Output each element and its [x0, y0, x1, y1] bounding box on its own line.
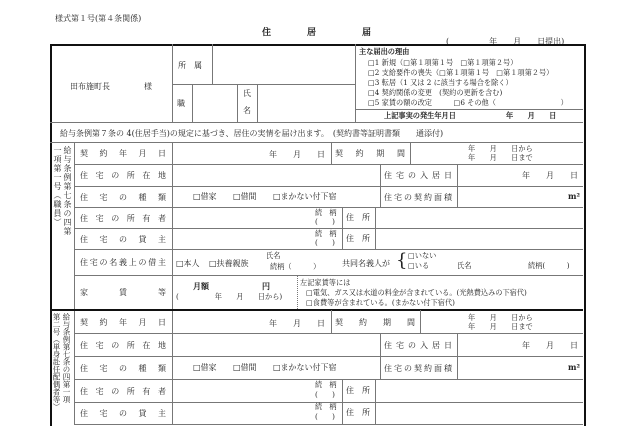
s2-lessor-relation-label: 続 柄 [315, 402, 337, 411]
co-tenant-name-label[interactable]: 氏名 [457, 261, 472, 270]
contract-date-label: 契 約 年 月 日 [80, 149, 166, 158]
submit-date[interactable]: ( 年 月 日提出) [446, 37, 565, 46]
divider [457, 333, 458, 379]
s2-area-label: 住 宅 の 契 約 面 積 [384, 363, 452, 373]
divider [172, 44, 173, 122]
rent-note-title: 左記家賃等には [300, 278, 351, 287]
move-in-label: 住 宅 の 入 居 日 [384, 171, 452, 180]
affiliation-field[interactable] [213, 45, 354, 83]
s2-contract-date-label: 契 約 年 月 日 [80, 317, 166, 327]
owner-address-field[interactable] [376, 208, 582, 228]
divider [74, 424, 583, 425]
location-label: 住 宅 の 所 在 地 [80, 171, 166, 180]
recipient-name: 田布施町長 [70, 82, 110, 91]
tenant-self-checkbox[interactable]: □本人 [176, 259, 200, 268]
reason-3-checkbox[interactable]: □3 転居（1 又は 2 に該当する場合を除く） [368, 78, 513, 87]
divider [380, 333, 381, 379]
rent-yen-label: 円 [262, 281, 270, 291]
s2-lessor-address-field[interactable] [376, 403, 582, 424]
divider [342, 207, 343, 249]
reason-2-checkbox[interactable]: □2 支給要件の喪失（□第１項第１号 □第１項第２号） [368, 68, 554, 77]
nominal-tenant-label: 住 宅 の 名 義 上 の 借 主 [80, 258, 166, 267]
dotted-divider [297, 276, 298, 309]
section2-label-left: 第二号（単身赴任配偶者等） [52, 313, 61, 411]
s2-lessor-label: 住 宅 の 貸 主 [80, 409, 166, 418]
s2-contract-period-from[interactable]: 年 月 日から [468, 313, 533, 322]
reason-4-checkbox[interactable]: □4 契約関係の変更 (契約の更新を含む) [368, 88, 503, 97]
tenant-name-label: 氏名 [266, 251, 281, 260]
s2-type-rental-room-checkbox[interactable]: □借間 [233, 363, 257, 372]
s2-owner-address-label: 住 所 [346, 386, 370, 395]
s2-lessor-address-label: 住 所 [346, 408, 370, 417]
affiliation-label: 所 属 [178, 61, 202, 70]
divider [410, 142, 411, 164]
section1-label-right: 給与条例第七条の四第 [63, 146, 72, 236]
declaration: 給与条例第７条の 4(住居手当)の規定に基づき、居住の実情を届け出ます。 (契約書等証明書類 通添付) [60, 129, 444, 138]
lessor-relation-label: 続 柄 [315, 229, 337, 238]
type-rental-room-checkbox[interactable]: □借間 [233, 192, 257, 201]
owner-relation-field[interactable]: ( ) [315, 217, 335, 226]
s2-contract-date-field[interactable]: 年 月 日 [269, 319, 325, 328]
tenant-dependent-checkbox[interactable]: □扶養親族 [209, 259, 249, 268]
s2-lessor-relation-field[interactable]: ( ) [315, 412, 335, 421]
type-boarding-checkbox[interactable]: □まかない付下宿 [273, 192, 337, 201]
s2-type-rental-house-checkbox[interactable]: □借家 [193, 363, 217, 372]
s2-type-label: 住 宅 の 種 類 [80, 363, 166, 373]
area-unit: m² [568, 191, 580, 201]
recipient-honorific: 様 [144, 82, 152, 91]
reason-5-6-checkbox[interactable]: □5 家賃の額の改定 □6 その他（ ） [368, 98, 568, 107]
divider [380, 164, 381, 207]
occurrence-date[interactable]: 年 月 日 [506, 111, 557, 120]
s2-area-unit: m² [568, 362, 580, 372]
s2-owner-address-field[interactable] [376, 380, 582, 402]
move-in-field[interactable]: 年 月 日 [522, 171, 578, 180]
occurrence-label: 上記事実の発生年月日 [384, 111, 456, 120]
s2-location-label: 住 宅 の 所 在 地 [80, 340, 166, 350]
s2-move-in-field[interactable]: 年 月 日 [522, 341, 578, 350]
lessor-label: 住 宅 の 貸 主 [80, 234, 166, 244]
divider [50, 122, 583, 123]
lessor-relation-field[interactable]: ( ) [315, 238, 335, 247]
rent-since-date[interactable]: ( 年 月 日から) [176, 292, 283, 301]
divider [355, 109, 583, 110]
s2-owner-label: 住 宅 の 所 有 者 [80, 386, 166, 396]
contract-period-label: 契 約 期 間 [335, 149, 405, 158]
reason-1-checkbox[interactable]: □1 新規（□第１項第１号 □第１項第２号） [368, 58, 518, 67]
contract-period-to[interactable]: 年 月 日まで [468, 153, 533, 162]
owner-label: 住 宅 の 所 有 者 [80, 213, 166, 223]
owner-address-label: 住 所 [346, 213, 370, 222]
s2-move-in-label: 住 宅 の 入 居 日 [384, 340, 452, 350]
divider [342, 379, 343, 424]
title-char-2: 居 [307, 28, 317, 38]
s2-contract-period-label: 契 約 期 間 [335, 317, 415, 327]
divider [355, 44, 356, 122]
divider [74, 142, 75, 424]
name-field[interactable] [258, 85, 354, 121]
rent-amount-field[interactable] [205, 278, 260, 290]
co-tenant-exists-checkbox[interactable]: □いる [408, 261, 430, 270]
divider [457, 164, 458, 207]
co-tenant-label: 共同名義人が [342, 259, 390, 268]
brace: { [396, 250, 408, 271]
name-label-1: 氏 [243, 89, 251, 98]
position-label: 職 [177, 99, 185, 108]
rent-includes-meals-checkbox[interactable]: □食費等が含まれている。(まかない付下宿代) [306, 298, 455, 307]
title-char-1: 住 [262, 28, 272, 38]
s2-contract-period-to[interactable]: 年 月 日まで [468, 322, 533, 331]
rent-monthly-label: 月額 [193, 281, 209, 291]
tenant-relation[interactable]: 続柄（ ） [270, 262, 321, 271]
section1-label-left: 一項第一号（職員） [53, 146, 62, 227]
rent-includes-utilities-checkbox[interactable]: □電気、ガス又は水道の料金が含まれている。(光熱費込みの下宿代) [306, 288, 527, 297]
rent-label: 家 賃 等 [80, 288, 166, 297]
lessor-address-label: 住 所 [346, 234, 370, 243]
divider [420, 310, 421, 333]
s2-location-field[interactable] [173, 334, 379, 356]
title-char-3: 届 [362, 28, 372, 38]
type-label: 住 宅 の 種 類 [80, 192, 166, 202]
divider [331, 142, 332, 164]
position-field[interactable] [193, 85, 236, 121]
s2-owner-relation-field[interactable]: ( ) [315, 390, 335, 399]
name-label-2: 名 [243, 106, 251, 115]
s2-type-boarding-checkbox[interactable]: □まかない付下宿 [273, 363, 337, 372]
co-tenant-relation[interactable]: 続柄( ) [528, 261, 570, 270]
contract-period-from[interactable]: 年 月 日から [468, 144, 533, 153]
divider [331, 310, 332, 333]
reasons-title: 主な届出の理由 [359, 47, 410, 56]
type-rental-house-checkbox[interactable]: □借家 [193, 192, 217, 201]
location-field[interactable] [173, 165, 379, 186]
divider [237, 84, 238, 122]
co-tenant-none-checkbox[interactable]: □いない [408, 251, 437, 260]
s2-owner-relation-label: 続 柄 [315, 380, 337, 389]
form-number: 様式第１号(第４条関係) [55, 14, 142, 23]
area-label: 住 宅 の 契 約 面 積 [384, 192, 452, 202]
contract-date-field[interactable]: 年 月 日 [269, 150, 325, 159]
section2-label-right: 給与条例第七条の四第一項 [62, 313, 71, 403]
lessor-address-field[interactable] [376, 229, 582, 249]
owner-relation-label: 続 柄 [315, 208, 337, 217]
